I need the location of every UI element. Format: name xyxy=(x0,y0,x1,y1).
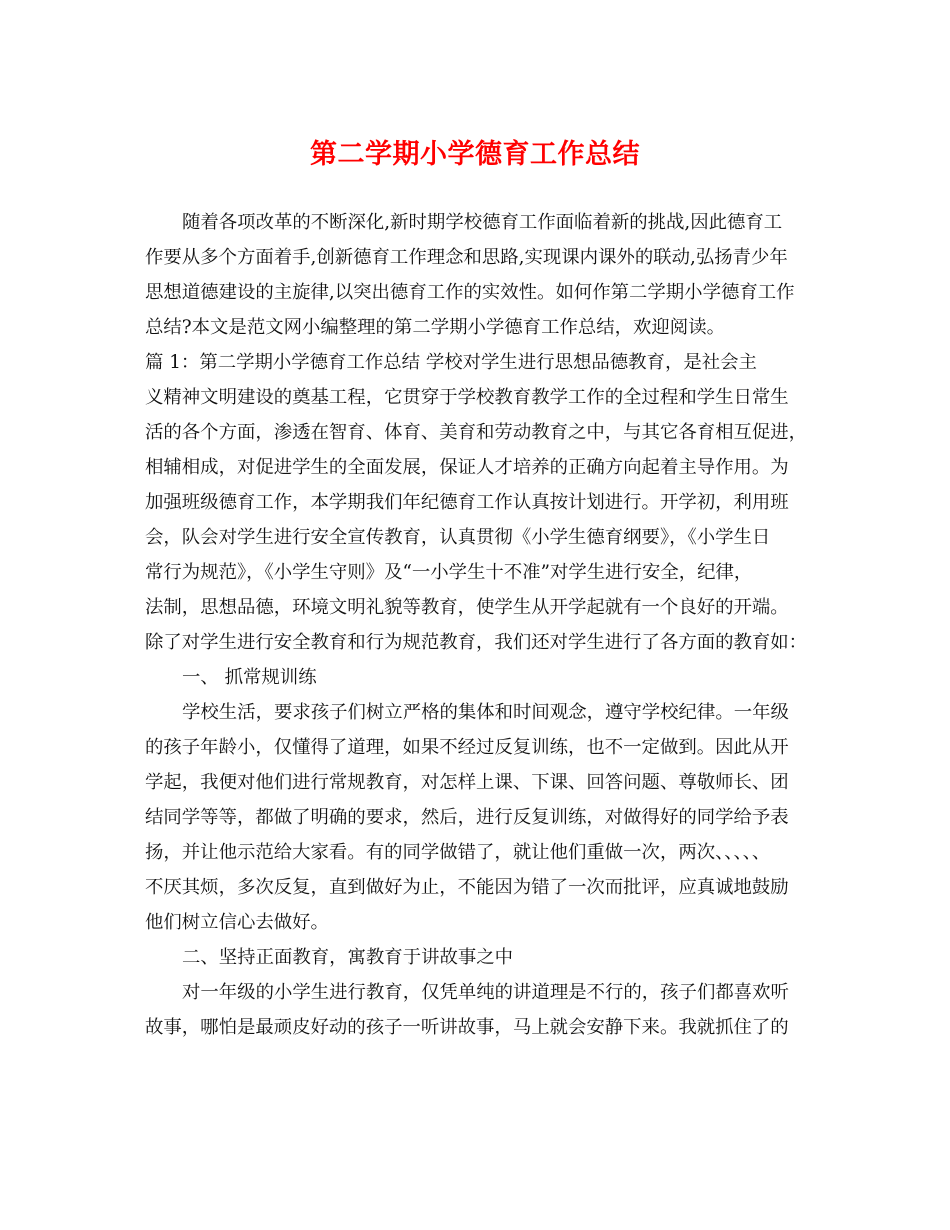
text-line: 思想道德建设的主旋律,以突出德育工作的实效性。如何作第二学期小学德育工作 xyxy=(145,282,795,303)
text-line: 常行为规范》，《小学生守则》及“一小学生十不准”对学生进行安全，纪律， xyxy=(145,562,753,583)
text-line: 义精神文明建设的奠基工程，它贯穿于学校教育教学工作的全过程和学生日常生 xyxy=(145,387,789,408)
text-line: 总结?本文是范文网小编整理的第二学期小学德育工作总结，欢迎阅读。 xyxy=(145,317,725,338)
text-line: 加强班级德育工作，本学期我们年纪德育工作认真按计划进行。开学初，利用班 xyxy=(145,492,789,513)
text-line: 他们树立信心去做好。 xyxy=(145,912,329,933)
text-line: 篇 1：第二学期小学德育工作总结 学校对学生进行思想品德教育，是社会主 xyxy=(145,352,757,373)
text-line: 随着各项改革的不断深化,新时期学校德育工作面临着新的挑战,因此德育工 xyxy=(182,212,783,233)
text-line: 结同学等等，都做了明确的要求，然后，进行反复训练，对做得好的同学给予表 xyxy=(145,807,789,828)
section-heading: 二、坚持正面教育，寓教育于讲故事之中 xyxy=(182,947,514,968)
text-line: 学起，我便对他们进行常规教育，对怎样上课、下课、回答问题、尊敬师长、团 xyxy=(145,772,789,793)
text-line: 法制，思想品德，环境文明礼貌等教育，使学生从开学起就有一个良好的开端。 xyxy=(145,597,789,618)
section-heading: 一、 抓常规训练 xyxy=(182,667,317,688)
text-line: 作要从多个方面着手,创新德育工作理念和思路,实现课内课外的联动,弘扬青少年 xyxy=(145,247,788,268)
text-line: 故事，哪怕是最顽皮好动的孩子一听讲故事，马上就会安静下来。我就抓住了的 xyxy=(145,1017,789,1038)
text-line: 不厌其烦，多次反复，直到做好为止，不能因为错了一次而批评，应真诚地鼓励 xyxy=(145,877,789,898)
text-line: 相辅相成，对促进学生的全面发展，保证人才培养的正确方向起着主导作用。为 xyxy=(145,457,789,478)
text-line: 除了对学生进行安全教育和行为规范教育，我们还对学生进行了各方面的教育如： xyxy=(145,632,808,653)
text-line: 扬，并让他示范给大家看。有的同学做错了，就让他们重做一次，两次、、、、、 xyxy=(145,842,771,863)
text-line: 学校生活，要求孩子们树立严格的集体和时间观念，遵守学校纪律。一年级 xyxy=(182,702,789,723)
text-line: 活的各个方面，渗透在智育、体育、美育和劳动教育之中，与其它各育相互促进， xyxy=(145,422,808,443)
text-line: 对一年级的小学生进行教育，仅凭单纯的讲道理是不行的，孩子们都喜欢听 xyxy=(182,982,789,1003)
document-title: 第二学期小学德育工作总结 xyxy=(310,139,640,170)
text-line: 会，队会对学生进行安全宣传教育，认真贯彻《小学生德育纲要》，《小学生日 xyxy=(145,527,771,548)
text-line: 的孩子年龄小，仅懂得了道理，如果不经过反复训练，也不一定做到。因此从开 xyxy=(145,737,789,758)
